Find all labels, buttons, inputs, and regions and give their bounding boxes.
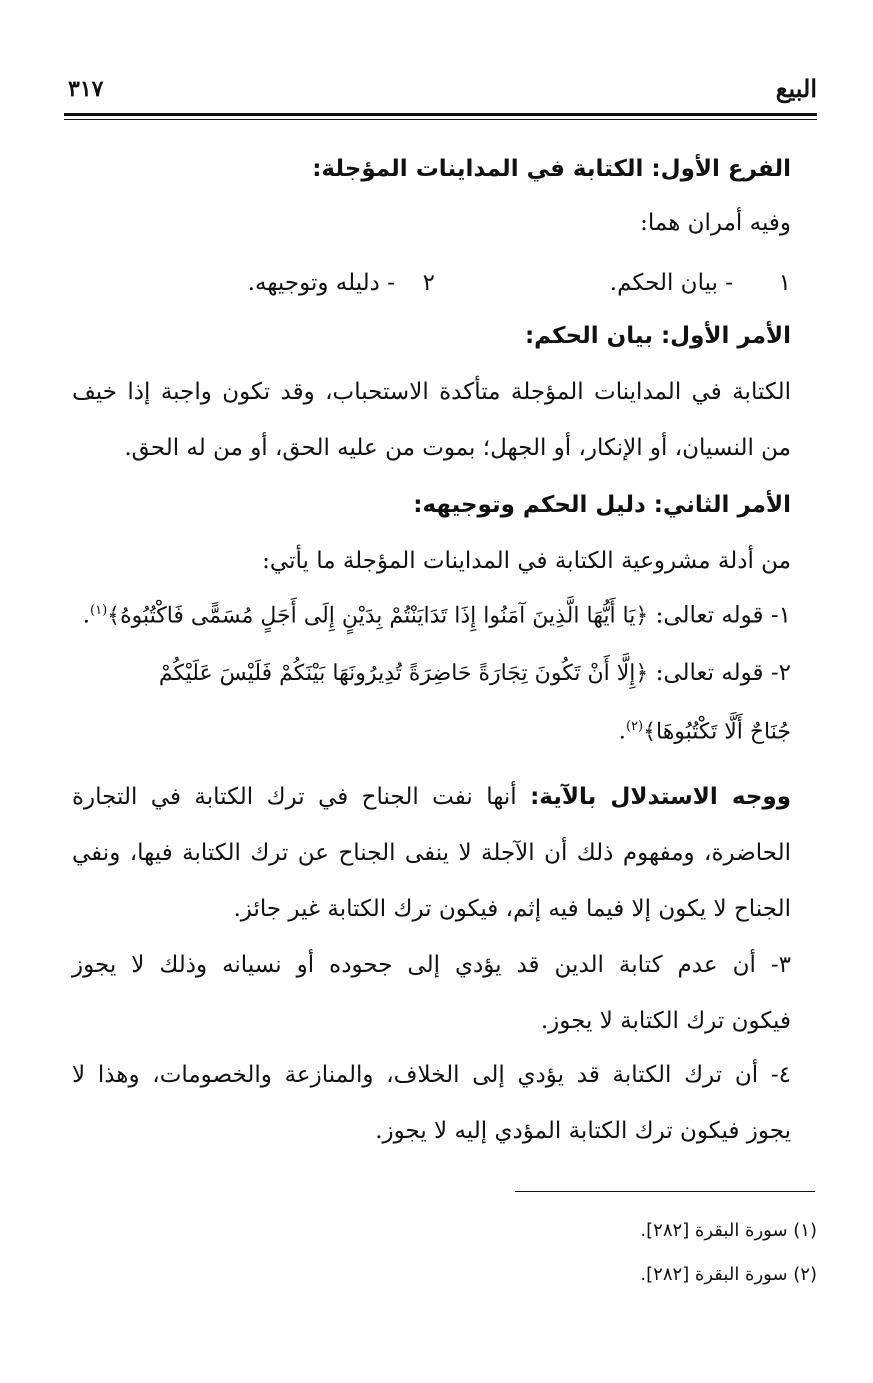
inference-text-1: أنها نفت الجناح في ترك الكتابة في التجارة	[72, 784, 517, 810]
footnote-ref-1[interactable]: (١)	[90, 603, 108, 618]
evidence-3-line-2: فيكون ترك الكتابة لا يجوز.	[540, 1008, 791, 1034]
footnote-2: (٢) سورة البقرة [٢٨٢].	[640, 1264, 817, 1285]
second-matter-heading: الأمر الثاني: دليل الحكم وتوجيهه:	[413, 492, 791, 518]
branch-heading: الفرع الأول: الكتابة في المداينات المؤجلة:	[312, 156, 791, 182]
item-1-text: - بيان الحكم.	[609, 270, 733, 296]
footnote-separator	[515, 1191, 815, 1192]
header-rule-thick	[64, 113, 817, 116]
evidence-4-line-2: يجوز فيكون ترك الكتابة المؤدي إليه لا يجوز.	[375, 1118, 791, 1144]
evidence-1: ١- قوله تعالى: ﴿يَا أَيُّهَا الَّذِينَ آمَنُوا إِذَا تَدَايَنْتُمْ بِدَيْنٍ إِلَى أَجَلٍ مُسَمًّى فَاكْتُبُوهُ﴾$^{(١)}$.	[82, 602, 791, 629]
evidence-4-line-1: ٤- أن ترك الكتابة قد يؤدي إلى الخلاف، والمنازعة والخصومات، وهذا لا	[72, 1062, 791, 1088]
item-2-number: ٢	[422, 270, 435, 296]
inference-line-3: الجناح لا يكون إلا فيما فيه إثم، فيكون ترك الكتابة غير جائز.	[233, 896, 791, 922]
inference-line-2: الحاضرة، ومفهوم ذلك أن الآجلة لا ينفى الجناح عن ترك الكتابة فيها، ونفي	[72, 840, 791, 866]
evidence-1-verse: ﴿يَا أَيُّهَا الَّذِينَ آمَنُوا إِذَا تَدَايَنْتُمْ بِدَيْنٍ إِلَى أَجَلٍ مُسَمًّى فَاكْتُبُوهُ﴾	[107, 603, 649, 629]
evidence-2-verse-part-2: جُنَاحٌ أَلَّا تَكْتُبُوهَا﴾	[643, 719, 791, 745]
inference-line-1	[72, 786, 791, 809]
header-rule-thin	[64, 119, 817, 120]
evidence-1-prefix: ١- قوله تعالى:	[655, 602, 791, 629]
first-matter-heading: الأمر الأول: بيان الحكم:	[524, 323, 791, 349]
item-1-number: ١	[778, 270, 791, 296]
footnote-ref-2[interactable]: (٢)	[625, 719, 644, 734]
footnote-1: (١) سورة البقرة [٢٨٢].	[640, 1220, 817, 1241]
item-2-text: - دليله وتوجيهه.	[247, 270, 395, 296]
evidence-2-line-2: جُنَاحٌ أَلَّا تَكْتُبُوهَا﴾$^{(٢)}$.	[618, 718, 791, 745]
ruling-line-2: من النسيان، أو الإنكار، أو الجهل؛ بموت من عليه الحق، أو من له الحق.	[124, 435, 791, 461]
evidence-2-verse-part-1: ﴿إِلَّا أَنْ تَكُونَ تِجَارَةً حَاضِرَةً تُدِيرُونَهَا بَيْنَكُمْ فَلَيْسَ عَلَيْكُمْ	[158, 661, 649, 686]
running-header	[64, 74, 817, 108]
evidence-2-prefix: ٢- قوله تعالى:	[655, 660, 791, 686]
inference-label: ووجه الاستدلال بالآية:	[530, 784, 792, 810]
ruling-line-1: الكتابة في المداينات المؤجلة متأكدة الاستحباب، وقد تكون واجبة إذا خيف	[72, 379, 791, 405]
evidence-3-line-1: ٣- أن عدم كتابة الدين قد يؤدي إلى جحوده أو نسيانه وذلك لا يجوز	[72, 952, 791, 978]
evidence-2-line-1	[72, 662, 791, 685]
page-number: ٣١٧	[68, 76, 104, 102]
evidence-intro: من أدلة مشروعية الكتابة في المداينات المؤجلة ما يأتي:	[262, 548, 791, 574]
chapter-title: البيع	[775, 74, 817, 103]
intro-line: وفيه أمران هما:	[640, 210, 791, 236]
